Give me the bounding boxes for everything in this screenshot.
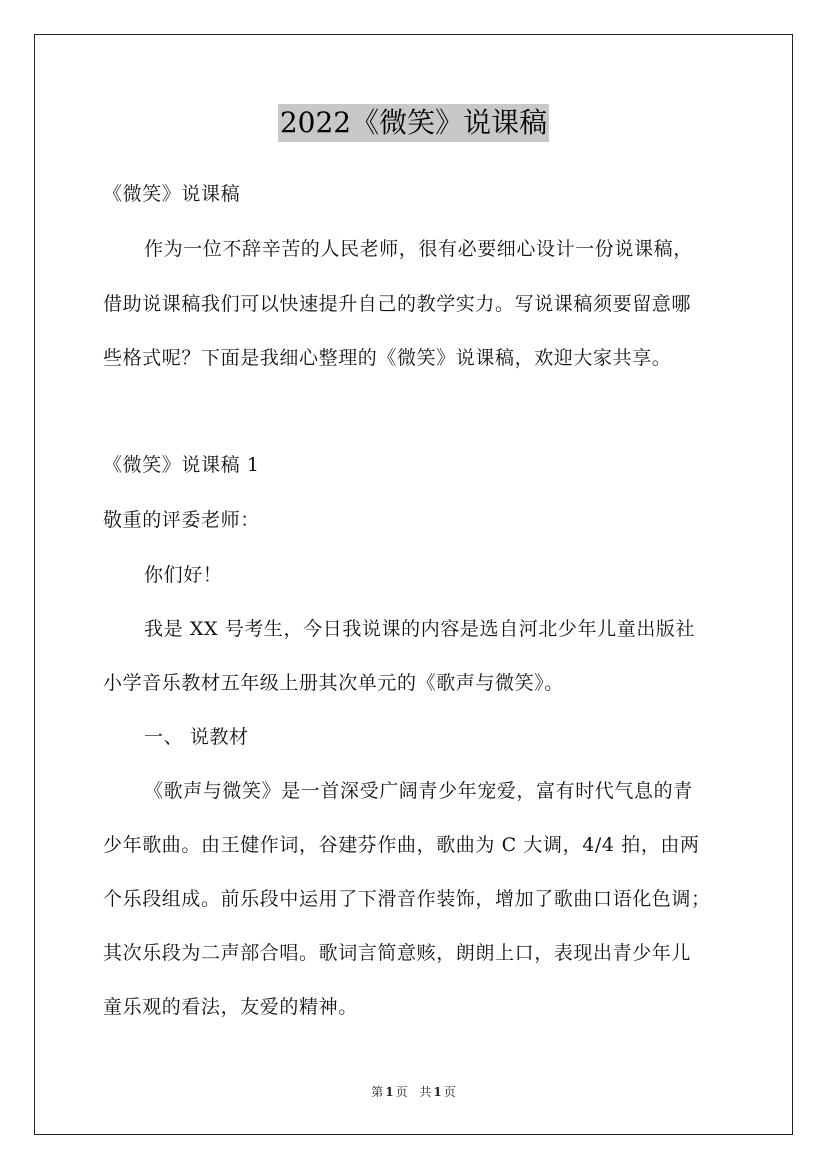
self-intro-line-2: 小学音乐教材五年级上册其次单元的《歌声与微笑》。 bbox=[103, 672, 564, 694]
total-number: 1 bbox=[433, 1085, 442, 1099]
self-intro-line-1: 我是 XX 号考生，今日我说课的内容是选自河北少年儿童出版社 bbox=[144, 618, 696, 640]
page-footer bbox=[0, 1083, 827, 1100]
document-subtitle: 《微笑》说课稿 bbox=[103, 183, 241, 205]
intro-line-3: 些格式呢？下面是我细心整理的《微笑》说课稿，欢迎大家共享。 bbox=[103, 347, 672, 369]
material-line-3: 个乐段组成。前乐段中运用了下滑音作装饰，增加了歌曲口语化色调； bbox=[103, 888, 711, 910]
page-indicator bbox=[369, 1085, 409, 1099]
page-suffix: 页 bbox=[395, 1085, 408, 1099]
intro-line-2: 借助说课稿我们可以快速提升自己的教学实力。写说课稿须要留意哪 bbox=[103, 293, 692, 315]
total-suffix: 页 bbox=[443, 1085, 456, 1099]
material-line-2: 少年歌曲。由王健作词，谷建芬作曲，歌曲为 C 大调，4/4 拍，由两 bbox=[103, 834, 700, 856]
title-container bbox=[0, 104, 827, 142]
salutation: 敬重的评委老师： bbox=[103, 509, 260, 531]
total-prefix: 共 bbox=[419, 1085, 432, 1099]
material-line-5: 童乐观的看法，友爱的精神。 bbox=[103, 996, 358, 1018]
part-heading: 一、 说教材 bbox=[144, 726, 249, 748]
material-line-4: 其次乐段为二声部合唱。歌词言简意赅，朗朗上口，表现出青少年儿 bbox=[103, 942, 692, 964]
intro-line-1: 作为一位不辞辛苦的人民老师，很有必要细心设计一份说课稿， bbox=[144, 238, 693, 260]
page-prefix: 第 bbox=[371, 1085, 384, 1099]
greeting: 你们好！ bbox=[144, 564, 223, 586]
page-number: 1 bbox=[385, 1085, 394, 1099]
material-line-1: 《歌声与微笑》是一首深受广阔青少年宠爱，富有时代气息的青 bbox=[144, 780, 693, 802]
total-indicator bbox=[417, 1085, 457, 1099]
document-title: 2022《微笑》说课稿 bbox=[278, 104, 549, 142]
section-heading: 《微笑》说课稿 1 bbox=[103, 454, 260, 476]
